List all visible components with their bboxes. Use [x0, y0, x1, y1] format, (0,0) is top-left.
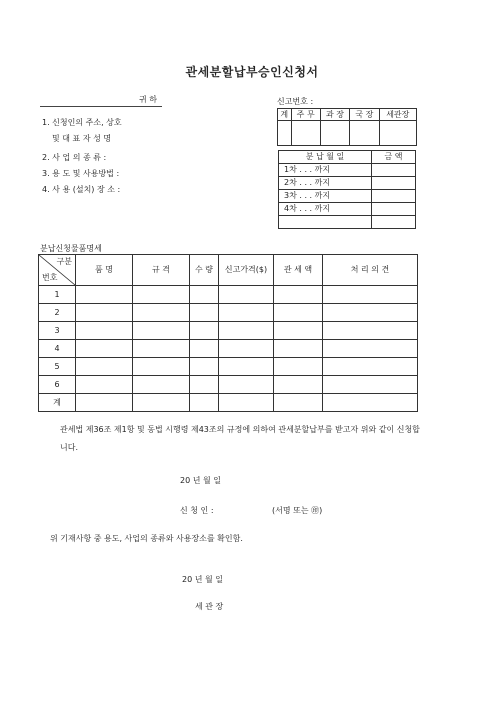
- table-cell[interactable]: [219, 304, 274, 322]
- table-cell[interactable]: [274, 286, 323, 304]
- approval-sign-cell[interactable]: [320, 121, 349, 146]
- approval-header: 과 장: [320, 109, 349, 121]
- table-cell[interactable]: [190, 340, 219, 358]
- application-statement: 관세법 제36조 제1항 및 동법 시행령 제43조의 규정에 의하여 관세분할납부를 받고자 위와 같이 신청합니다.: [60, 425, 420, 452]
- date-line-2: 20 년 월 일: [182, 575, 223, 584]
- row-number: 2: [39, 304, 76, 322]
- approval-header: 국 장: [350, 109, 379, 121]
- approval-sign-cell[interactable]: [291, 121, 320, 146]
- table-cell[interactable]: [76, 358, 133, 376]
- table-cell[interactable]: [219, 394, 274, 412]
- table-row: [39, 286, 418, 304]
- table-cell[interactable]: [133, 394, 190, 412]
- row-number: 3: [39, 322, 76, 340]
- table-cell[interactable]: [76, 322, 133, 340]
- row-number: 1: [39, 286, 76, 304]
- column-header: 처 리 의 견: [323, 255, 418, 286]
- table-cell[interactable]: [274, 304, 323, 322]
- approval-header: 주 무: [291, 109, 320, 121]
- corner-cell: [39, 255, 76, 286]
- table-cell[interactable]: [133, 358, 190, 376]
- document-title: 관세분할납부승인신청서: [185, 65, 319, 79]
- date-line-1: 20 년 월 일: [180, 476, 221, 485]
- table-cell[interactable]: [219, 322, 274, 340]
- confirmation-text: 위 기재사항 중 용도, 사업의 종류와 사용장소를 확인함.: [50, 534, 243, 543]
- table-row: [39, 376, 418, 394]
- table-cell[interactable]: [323, 376, 418, 394]
- corner-bottom-label: 번호: [42, 273, 58, 282]
- table-row: [39, 304, 418, 322]
- table-cell[interactable]: [323, 322, 418, 340]
- applicant-signature[interactable]: (서명 또는 ㊞): [272, 506, 323, 515]
- table-cell[interactable]: [190, 394, 219, 412]
- usage-method-label: 3. 용 도 및 사용방법 :: [42, 169, 120, 178]
- installment-blank-cell[interactable]: [279, 216, 372, 229]
- table-cell[interactable]: [190, 376, 219, 394]
- items-table-title: 분납신청물품명세: [40, 244, 102, 253]
- table-cell[interactable]: [323, 286, 418, 304]
- customs-head-label: 세 관 장: [195, 602, 224, 611]
- table-cell[interactable]: [76, 286, 133, 304]
- installment-amount-cell[interactable]: [372, 177, 416, 190]
- corner-top-label: 구분: [56, 257, 72, 266]
- table-cell[interactable]: [76, 340, 133, 358]
- table-row: [39, 340, 418, 358]
- table-cell[interactable]: [133, 286, 190, 304]
- installment-amount-cell[interactable]: [372, 190, 416, 203]
- table-cell[interactable]: [274, 376, 323, 394]
- table-cell[interactable]: [219, 376, 274, 394]
- table-cell[interactable]: [274, 394, 323, 412]
- table-cell[interactable]: [219, 358, 274, 376]
- items-table: [38, 254, 418, 412]
- column-header: 규 격: [133, 255, 190, 286]
- table-cell[interactable]: [190, 358, 219, 376]
- applicant-address-label: 1. 신청인의 주소, 상호: [42, 118, 122, 127]
- row-number: 계: [39, 394, 76, 412]
- table-cell[interactable]: [133, 322, 190, 340]
- recipient-line: 귀 하: [40, 94, 162, 107]
- approval-sign-cell[interactable]: [350, 121, 379, 146]
- installment-row-label: 4차 . . . 까지: [279, 203, 372, 216]
- table-cell[interactable]: [76, 304, 133, 322]
- installment-amount-cell[interactable]: [372, 164, 416, 177]
- installment-row-label: 3차 . . . 까지: [279, 190, 372, 203]
- installment-row-label: 1차 . . . 까지: [279, 164, 372, 177]
- table-cell[interactable]: [190, 304, 219, 322]
- table-cell[interactable]: [133, 304, 190, 322]
- installment-date-header: 분 납 월 일: [279, 151, 372, 164]
- row-number: 4: [39, 340, 76, 358]
- installment-row-label: 2차 . . . 까지: [279, 177, 372, 190]
- table-cell[interactable]: [76, 394, 133, 412]
- report-number-label: 신고번호 :: [277, 97, 314, 106]
- approval-table: [277, 108, 417, 146]
- column-header: 수 량: [190, 255, 219, 286]
- installation-place-label: 4. 사 용 (설치) 장 소 :: [42, 185, 121, 194]
- approval-header: 세관장: [379, 109, 416, 121]
- installment-table: [278, 150, 416, 229]
- table-cell[interactable]: [274, 340, 323, 358]
- business-type-label: 2. 사 업 의 종 류 :: [42, 153, 107, 162]
- table-cell[interactable]: [323, 304, 418, 322]
- approval-sign-cell[interactable]: [278, 121, 292, 146]
- table-cell[interactable]: [323, 394, 418, 412]
- table-cell[interactable]: [274, 322, 323, 340]
- table-cell[interactable]: [133, 340, 190, 358]
- table-cell[interactable]: [323, 358, 418, 376]
- installment-blank-cell[interactable]: [372, 216, 416, 229]
- table-cell[interactable]: [274, 358, 323, 376]
- row-number: 6: [39, 376, 76, 394]
- installment-amount-cell[interactable]: [372, 203, 416, 216]
- table-row: [39, 358, 418, 376]
- column-header: 관 세 액: [274, 255, 323, 286]
- row-number: 5: [39, 358, 76, 376]
- table-cell[interactable]: [219, 340, 274, 358]
- table-cell[interactable]: [219, 286, 274, 304]
- table-cell[interactable]: [76, 376, 133, 394]
- approval-header: 계: [278, 109, 292, 121]
- table-row-total: [39, 394, 418, 412]
- column-header: 품 명: [76, 255, 133, 286]
- table-row: [39, 322, 418, 340]
- column-header: 신고가격($): [219, 255, 274, 286]
- table-cell[interactable]: [323, 340, 418, 358]
- applicant-label: 신 청 인 :: [180, 506, 214, 515]
- approval-sign-cell[interactable]: [379, 121, 416, 146]
- table-cell[interactable]: [190, 286, 219, 304]
- table-cell[interactable]: [190, 322, 219, 340]
- applicant-name-label: 및 대 표 자 성 명: [52, 134, 112, 143]
- installment-amount-header: 금 액: [372, 151, 416, 164]
- table-cell[interactable]: [133, 376, 190, 394]
